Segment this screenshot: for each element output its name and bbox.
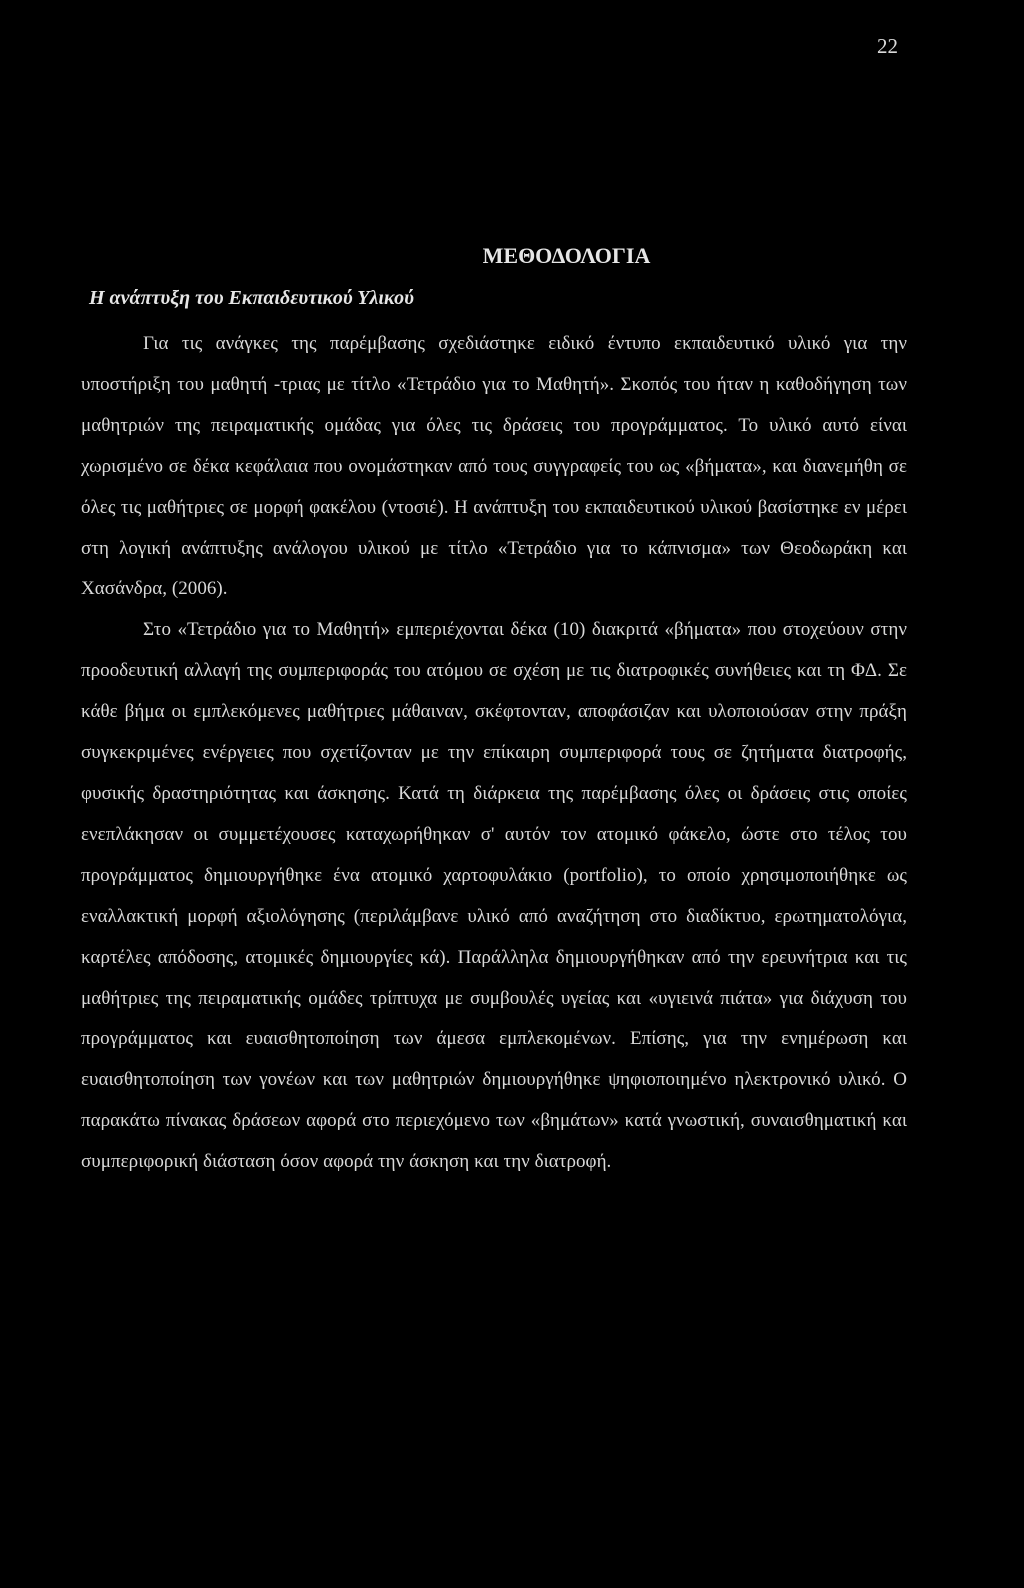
section-subheading: Η ανάπτυξη του Εκπαιδευτικού Υλικού bbox=[89, 287, 414, 309]
paragraph-2: Στο «Τετράδιο για το Μαθητή» εμπεριέχονται δέκα (10) διακριτά «βήματα» που στοχεύουν στην προοδευτική αλλαγή της συμπεριφοράς του ατόμου σε σχέση με τις διατροφικές συνήθειες και τη ΦΔ. Σε κάθε βήμα οι εμπλεκόμενες μαθήτριες μάθαιναν, σκέφτονταν, αποφάσιζαν και υλοποιούσαν στην πράξη συγκεκριμένες ενέργειες που σχετίζονταν με την επίκαιρη συμπεριφορά τους σε ζητήματα διατροφής, φυσικής δραστηριότητας και άσκησης. Κατά τη διάρκεια της παρέμβασης όλες οι δράσεις στις οποίες ενεπλάκησαν οι συμμετέχουσες καταχωρήθηκαν σ' αυτόν τον ατομικό φάκελο, ώστε στο τέλος του προγράμματος δημιουργήθηκε ένα ατομικό χαρτοφυλάκιο (portfolio), το οποίο χρησιμοποιήθηκε ως εναλλακτική μορφή αξιολόγησης (περιλάμβανε υλικό από αναζήτηση στο διαδίκτυο, ερωτηματολόγια, καρτέλες απόδοσης, ατομικές δημιουργίες κά). Παράλληλα δημιουργήθηκαν από την ερευνήτρια και τις μαθήτριες της πειραματικής ομάδες τρίπτυχα με συμβουλές υγείας και «υγιεινά πιάτα» για διάχυση του προγράμματος και ευαισθητοποίηση των άμεσα εμπλεκομένων. Επίσης, για την ενημέρωση και ευαισθητοποίηση των γονέων και των μαθητριών δημιουργήθηκε ψηφιοποιημένο ηλεκτρονικό υλικό. Ο παρακάτω πίνακας δράσεων αφορά στο περιεχόμενο των «βημάτων» κατά γνωστική, συναισθηματική και συμπεριφορική διάσταση όσον αφορά την άσκηση και την διατροφή. bbox=[81, 619, 907, 1173]
document-body bbox=[81, 240, 907, 1183]
paragraph-1: Για τις ανάγκες της παρέμβασης σχεδιάστηκε ειδικό έντυπο εκπαιδευτικό υλικό για την υποστήριξη του μαθητή -τριας με τίτλο «Τετράδιο για το Μαθητή». Σκοπός του ήταν η καθοδήγηση των μαθητριών της πειραματικής ομάδας για όλες τις δράσεις του προγράμματος. Το υλικό αυτό είναι χωρισμένο σε δέκα κεφάλαια που ονομάστηκαν από τους συγγραφείς του ως «βήματα», και διανεμήθη σε όλες τις μαθήτριες σε μορφή φακέλου (ντοσιέ). Η ανάπτυξη του εκπαιδευτικού υλικού βασίστηκε εν μέρει στη λογική ανάπτυξης ανάλογου υλικού με τίτλο «Τετράδιο για το κάπνισμα» των Θεοδωράκη και Χασάνδρα, (2006). bbox=[81, 333, 907, 600]
section-heading: ΜΕΘΟΔΟΛΟΓΙΑ bbox=[482, 243, 651, 268]
page-number: 22 bbox=[877, 34, 898, 58]
